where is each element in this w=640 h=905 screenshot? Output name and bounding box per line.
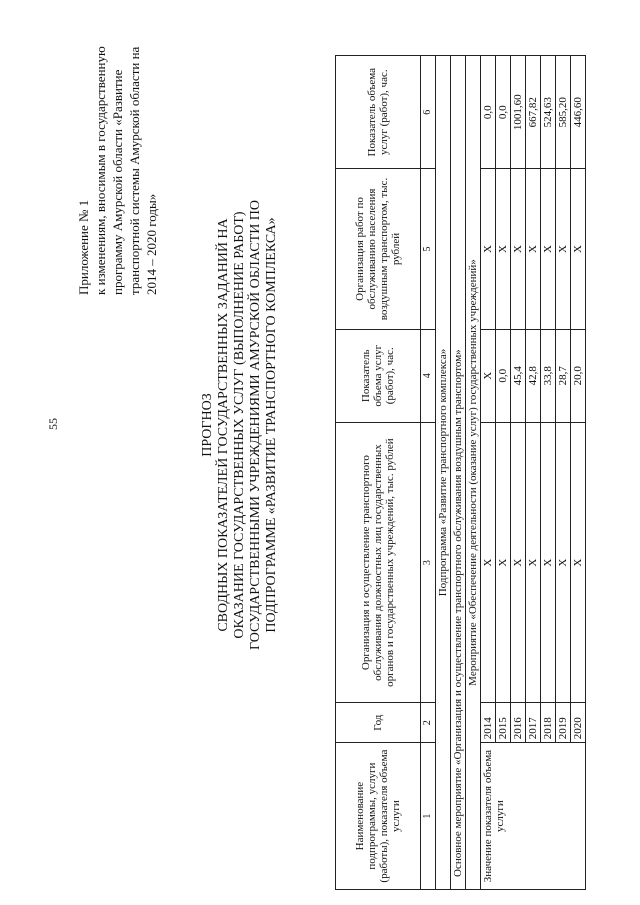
value-cell: 28,7 (556, 329, 571, 422)
page-number: 55 (46, 418, 60, 430)
value-cell: 667,82 (526, 56, 541, 169)
value-cell: 446,60 (571, 56, 586, 169)
index-row (421, 56, 436, 890)
value-cell: 0,0 (496, 56, 511, 169)
year-cell: 2017 (526, 703, 541, 743)
main-activity-cell: Основное мероприятие «Организация и осуществление транспортного обслуживания воздушным транспортом» (451, 56, 466, 890)
value-cell: X (541, 422, 556, 702)
value-cell: X (526, 422, 541, 702)
header-cell: Организация работ по обслуживанию населения воздушным транспортом, тыс. рублей (336, 169, 421, 329)
value-cell: 0,0 (496, 329, 511, 422)
value-cell: X (481, 422, 496, 702)
year-cell: 2015 (496, 703, 511, 743)
header-cell: Организация и осуществление транспортного обслуживания должностных лиц государственных органов и государственных учреждений, тыс. рублей (336, 422, 421, 702)
document-title (200, 185, 280, 665)
value-cell: 585,20 (556, 56, 571, 169)
forecast-table (335, 55, 586, 890)
year-cell: 2020 (571, 703, 586, 743)
subprogram-row (436, 56, 451, 890)
header-cell: Показатель объема услуг (работ), час. (336, 329, 421, 422)
year-cell: 2016 (511, 703, 526, 743)
value-cell: X (511, 169, 526, 329)
value-cell: X (571, 422, 586, 702)
appendix-note (75, 35, 160, 295)
index-cell: 4 (421, 329, 436, 422)
value-cell: X (571, 169, 586, 329)
value-cell: 1001,60 (511, 56, 526, 169)
value-cell: 0,0 (481, 56, 496, 169)
year-cell: 2014 (481, 703, 496, 743)
value-cell: X (496, 422, 511, 702)
value-cell: X (526, 169, 541, 329)
value-cell: X (496, 169, 511, 329)
value-cell: 20,0 (571, 329, 586, 422)
index-cell: 1 (421, 743, 436, 890)
value-cell: X (481, 329, 496, 422)
activity-cell: Мероприятие «Обеспечение деятельности (оказание услуг) государственных учреждений» (466, 56, 481, 890)
appendix-text: к изменениям, вносимым в государственную программу Амурской области «Развитие транспортной системы Амурской области на 2014 – 2020 годы» (93, 46, 159, 295)
value-cell: X (541, 169, 556, 329)
subprogram-cell: Подпрограмма «Развитие транспортного комплекса» (436, 56, 451, 890)
value-cell: X (556, 169, 571, 329)
value-cell: X (481, 169, 496, 329)
header-row (336, 56, 421, 890)
value-cell: 45,4 (511, 329, 526, 422)
header-cell: Показатель объема услуг (работ), час. (336, 56, 421, 169)
year-cell: 2018 (541, 703, 556, 743)
title-line-2: СВОДНЫХ ПОКАЗАТЕЛЕЙ ГОСУДАРСТВЕННЫХ ЗАДАНИЙ НА ОКАЗАНИЕ ГОСУДАРСТВЕННЫХ УСЛУГ (ВЫПОЛНЕНИЕ РАБОТ) ГОСУДАРСТВЕННЫМИ УЧРЕЖДЕНИЯМИ АМУРСКОЙ ОБЛАСТИ ПО ПОДПРОГРАММЕ «РАЗВИТИЕ ТРАНСПОРТНОГО КОМПЛЕКСА» (216, 199, 279, 651)
title-line-1: ПРОГНОЗ (200, 393, 215, 457)
header-cell: Наименование подпрограммы, услуги (работы), показателя объема услуги (336, 743, 421, 890)
index-cell: 2 (421, 703, 436, 743)
value-cell: 524,63 (541, 56, 556, 169)
appendix-number: Приложение № 1 (76, 199, 91, 295)
value-cell: 42,8 (526, 329, 541, 422)
index-cell: 6 (421, 56, 436, 169)
year-cell: 2019 (556, 703, 571, 743)
index-cell: 5 (421, 169, 436, 329)
header-cell: Год (336, 703, 421, 743)
table-row (481, 56, 496, 890)
value-cell: X (511, 422, 526, 702)
activity-row (466, 56, 481, 890)
value-cell: 33,8 (541, 329, 556, 422)
main-activity-row (451, 56, 466, 890)
index-cell: 3 (421, 422, 436, 702)
row-label-cell: Значение показателя объема услуги (481, 743, 586, 890)
value-cell: X (556, 422, 571, 702)
